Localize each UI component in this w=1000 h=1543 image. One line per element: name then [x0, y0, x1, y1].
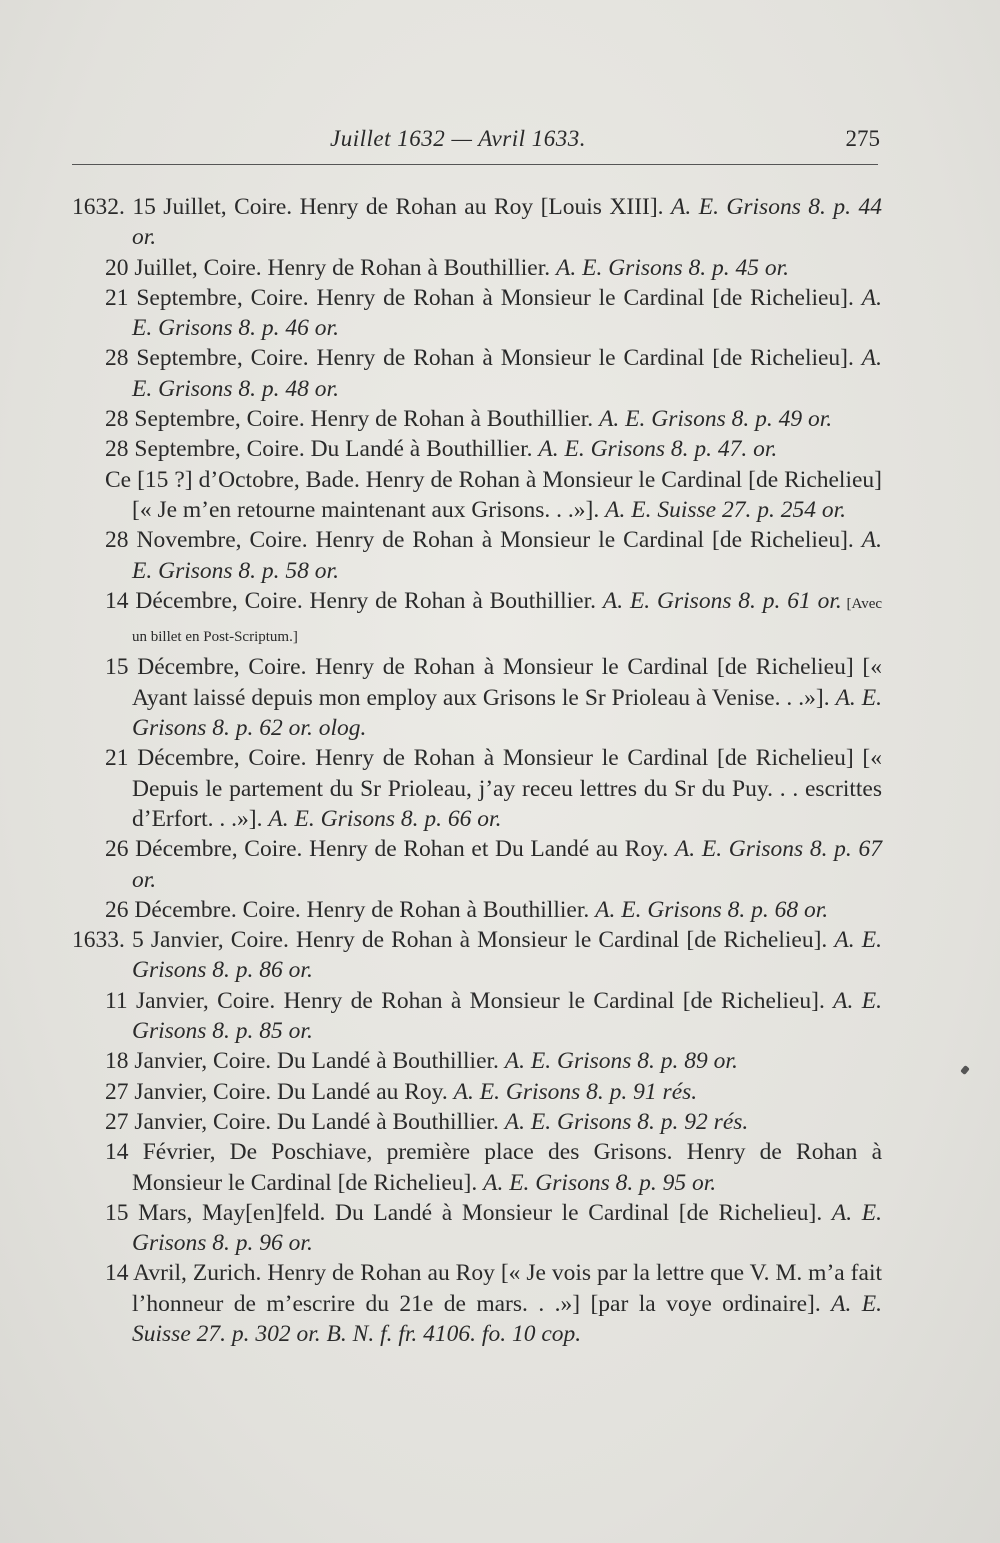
calendar-entry — [72, 404, 882, 434]
entry-text: 11 Janvier, Coire. Henry de Rohan à Monsieur le Cardinal [de Richelieu]. — [105, 987, 834, 1014]
entry-text: Ce [15 ?] d’Octobre, Bade. Henry de Rohan à Monsieur le Cardinal [de Richelieu] [« Je m’en retourne maintenant aux Grisons. . .»]. — [105, 466, 882, 523]
calendar-entry — [72, 465, 882, 526]
entry-text: 27 Janvier, Coire. Du Landé à Bouthillier. — [105, 1108, 505, 1135]
entry-note: [Avec un billet en Post-Scriptum.] — [132, 595, 883, 646]
entry-source-reference: A. E. Grisons 8. p. 58 or. — [132, 527, 882, 584]
calendar-entry — [72, 834, 882, 895]
entry-source-reference: A. E. Suisse 27. p. 302 or. B. N. f. fr. 4106. fo. 10 cop. — [132, 1290, 882, 1347]
entry-text: 5 Janvier, Coire. Henry de Rohan à Monsieur le Cardinal [de Richelieu]. — [132, 927, 835, 954]
entry-source-reference: A. E. Suisse 27. p. 254 or. — [605, 496, 847, 523]
calendar-entry — [72, 1077, 882, 1107]
entry-source-reference: A. E. Grisons 8. p. 48 or. — [132, 345, 882, 402]
entry-text: 26 Décembre, Coire. Henry de Rohan et Du Landé au Roy. — [105, 836, 675, 863]
entry-text: 28 Septembre, Coire. Henry de Rohan à Monsieur le Cardinal [de Richelieu]. — [105, 345, 862, 372]
entry-text: 26 Décembre. Coire. Henry de Rohan à Bouthillier. — [105, 896, 596, 923]
header-rule — [72, 164, 878, 165]
calendar-entry — [72, 525, 882, 586]
page-number: 275 — [845, 126, 880, 151]
entry-text: 18 Janvier, Coire. Du Landé à Bouthillier. — [105, 1048, 505, 1075]
entry-source-reference: A. E. Grisons 8. p. 89 or. — [504, 1048, 738, 1075]
calendar-entry — [72, 895, 882, 925]
entry-source-reference: A. E. Grisons 8. p. 85 or. — [132, 987, 882, 1045]
calendar-entry — [72, 1137, 882, 1198]
entry-text: 28 Septembre, Coire. Henry de Rohan à Bouthillier. — [105, 406, 600, 433]
entry-text: 28 Novembre, Coire. Henry de Rohan à Monsieur le Cardinal [de Richelieu]. — [105, 527, 862, 554]
calendar-entry — [72, 1198, 882, 1259]
entry-source-reference: A. E. Grisons 8. p. 95 or. — [483, 1169, 717, 1196]
calendar-entry — [72, 925, 882, 986]
calendar-entry — [72, 253, 882, 283]
entry-text: 14 Février, De Poschiave, première place des Grisons. Henry de Rohan à Monsieur le Cardinal [de Richelieu]. — [105, 1139, 882, 1196]
running-header — [60, 126, 890, 160]
entry-source-reference: A. E. Grisons 8. p. 62 or. olog. — [132, 684, 882, 742]
entry-source-reference: A. E. Grisons 8. p. 49 or. — [599, 406, 833, 433]
entry-year: 1632. — [72, 194, 133, 220]
entry-source-reference: A. E. Grisons 8. p. 44 or. — [132, 194, 882, 251]
entry-text: 21 Décembre, Coire. Henry de Rohan à Monsieur le Cardinal [de Richelieu] [« Depuis le partement du Sr Prioleau, j’ay receu lettres du Sr du Puy. . . escrittes d’Erfort. . .»]. — [105, 745, 882, 832]
entry-source-reference: A. E. Grisons 8. p. 45 or. — [556, 254, 790, 281]
entry-text: 27 Janvier, Coire. Du Landé au Roy. — [105, 1078, 454, 1105]
entry-source-reference: A. E. Grisons 8. p. 46 or. — [132, 284, 882, 342]
calendar-entry — [72, 283, 882, 344]
entry-text: 15 Décembre, Coire. Henry de Rohan à Monsieur le Cardinal [de Richelieu] [« Ayant laissé depuis mon employ aux Grisons le Sr Prioleau à Venise. . .»]. — [105, 654, 882, 711]
running-title: Juillet 1632 — Avril 1633. — [330, 126, 586, 151]
entry-list — [72, 192, 882, 1349]
calendar-entry — [72, 343, 882, 404]
entry-source-reference: A. E. Grisons 8. p. 91 rés. — [453, 1078, 698, 1105]
entry-text: 20 Juillet, Coire. Henry de Rohan à Bouthillier. — [105, 254, 556, 281]
entry-source-reference: A. E. Grisons 8. p. 67 or. — [132, 836, 882, 893]
calendar-entry — [72, 1046, 882, 1076]
entry-text: 14 Décembre, Coire. Henry de Rohan à Bouthillier. — [105, 587, 603, 614]
entry-source-reference: A. E. Grisons 8. p. 47. or. — [538, 436, 778, 463]
entry-source-reference: A. E. Grisons 8. p. 66 or. — [268, 805, 502, 832]
entry-year: 1633. — [72, 927, 132, 954]
calendar-entry — [72, 434, 882, 464]
entry-text: 15 Mars, May[en]feld. Du Landé à Monsieur le Cardinal [de Richelieu]. — [105, 1199, 832, 1226]
entry-source-reference: A. E. Grisons 8. p. 68 or. — [595, 896, 829, 923]
calendar-entry — [72, 586, 882, 653]
entry-text: 14 Avril, Zurich. Henry de Rohan au Roy [« Je vois par la lettre que V. M. m’a fait l’honneur de m’escrire du 21e de mars. . .»] [par la voye ordinaire]. — [105, 1260, 882, 1317]
calendar-entry — [72, 652, 882, 743]
calendar-entry — [72, 743, 882, 834]
entry-text: 28 Septembre, Coire. Du Landé à Bouthillier. — [105, 436, 539, 463]
entry-text: 15 Juillet, Coire. Henry de Rohan au Roy [Louis XIII]. — [132, 194, 672, 220]
entry-source-reference: A. E. Grisons 8. p. 96 or. — [132, 1199, 882, 1257]
entry-source-reference: A. E. Grisons 8. p. 86 or. — [132, 927, 882, 984]
entry-source-reference: A. E. Grisons 8. p. 92 rés. — [504, 1108, 749, 1135]
ink-speck — [960, 1065, 970, 1075]
entry-text: 21 Septembre, Coire. Henry de Rohan à Monsieur le Cardinal [de Richelieu]. — [105, 284, 862, 311]
calendar-entry — [72, 1107, 882, 1137]
entry-source-reference: A. E. Grisons 8. p. 61 or. — [602, 587, 842, 614]
calendar-entry — [72, 192, 882, 253]
calendar-entry — [72, 986, 882, 1047]
calendar-entry — [72, 1258, 882, 1349]
